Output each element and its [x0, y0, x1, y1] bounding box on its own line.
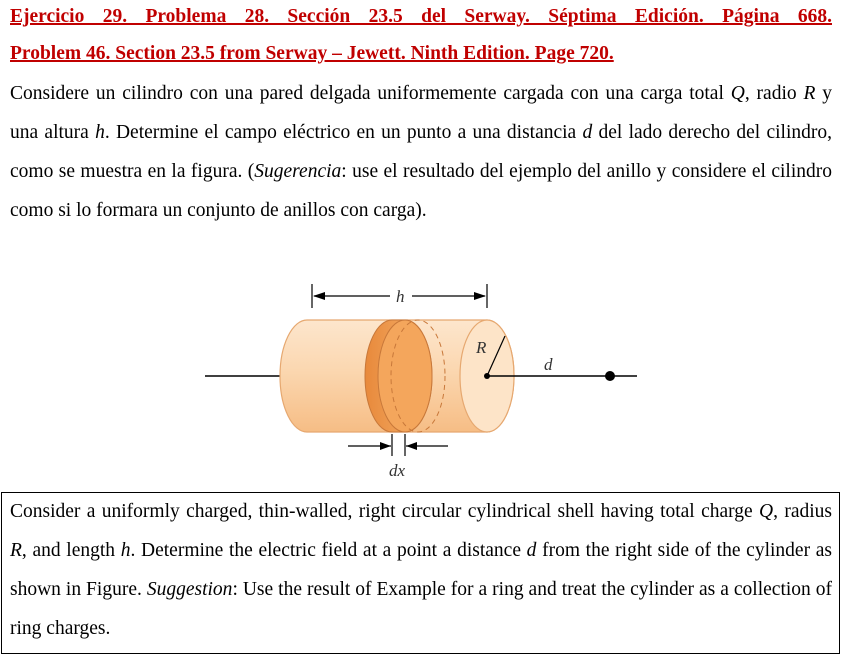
label-dx: dx [389, 461, 406, 480]
english-problem-text: Consider a uniformly charged, thin-walled, right circular cylindrical shell having total charge Q, radius R, and length h. Determine the electric field at a point a distance d from the right side of the cylinder as shown in Figure. Suggestion: Use the result of Example for a ring and treat the cylinder as a collection of ring charges. [10, 501, 833, 639]
suggestion-label: Suggestion [146, 579, 233, 600]
h-arrowhead-left [313, 292, 325, 300]
var-h-en: h [120, 540, 131, 561]
dx-arrowhead-left [380, 442, 391, 450]
label-d: d [544, 355, 553, 374]
var-R: R [803, 83, 816, 104]
sugerencia-label: Sugerencia [254, 161, 342, 182]
field-point [605, 371, 615, 381]
h-arrowhead-right [474, 292, 486, 300]
var-d: d [582, 122, 593, 143]
var-R-en: R [10, 540, 22, 561]
dx-arrowhead-right [406, 442, 417, 450]
cylinder-figure [200, 278, 640, 483]
var-d-en: d [526, 540, 537, 561]
label-h: h [396, 287, 405, 306]
var-Q: Q [730, 83, 745, 104]
heading-spanish: Ejercicio 29. Problema 28. Sección 23.5 del Serway. Séptima Edición. Página 668. [10, 6, 832, 27]
spanish-problem-text: Considere un cilindro con una pared delgada uniformemente cargada con una carga total Q, radio R y una altura h. Determine el campo eléctrico en un punto a una distancia d del lado derecho del cilindro, como se muestra en la figura. (Sugerencia: use el resultado del ejemplo del anillo y considere el cilindro como si lo formara un conjunto de anillos con carga). [10, 83, 832, 221]
label-R: R [476, 338, 487, 357]
var-Q-en: Q [759, 501, 774, 522]
ring-face [378, 320, 432, 432]
var-h: h [95, 122, 105, 143]
heading-english: Problem 46. Section 23.5 from Serway – Jewett. Ninth Edition. Page 720. [10, 43, 614, 64]
